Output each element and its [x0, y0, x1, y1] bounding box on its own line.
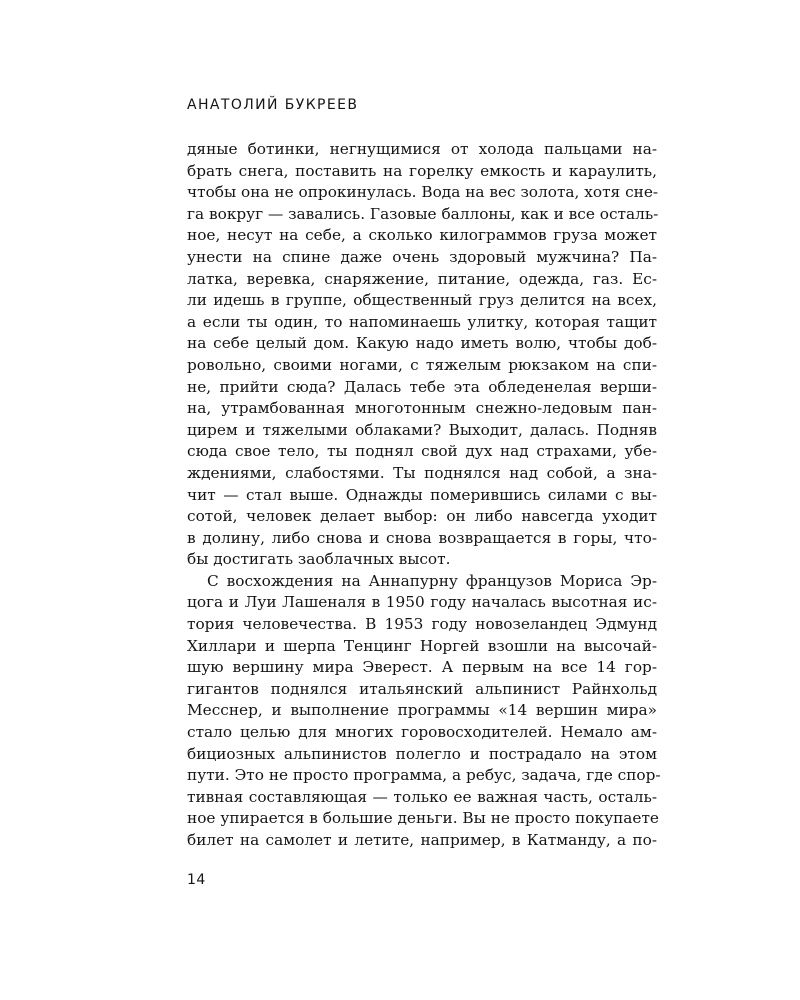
text-line: билет на самолет и летите, например, в Катманду, а по-	[187, 831, 657, 849]
text-line: брать снега, поставить на горелку емкость и караулить,	[187, 161, 657, 180]
text-line: цирем и тяжелыми облаками? Выходит, далась. Подняв	[187, 420, 657, 439]
text-line: ждениями, слабостями. Ты поднялся над собой, а зна-	[187, 463, 657, 482]
text-line: С восхождения на Аннапурну французов Мориса Эр-	[207, 571, 657, 590]
text-line: чтобы она не опрокинулась. Вода на вес золота, хотя сне-	[187, 183, 659, 202]
text-line: ли идешь в группе, общественный груз делится на всех,	[187, 291, 657, 310]
paragraph	[187, 139, 657, 571]
body-text	[187, 139, 661, 852]
text-line: унести на спине даже очень здоровый мужчина? Па-	[187, 247, 657, 266]
text-line: латка, веревка, снаряжение, питание, одежда, газ. Ес-	[187, 269, 657, 288]
text-line: гигантов поднялся итальянский альпинист Райнхольд	[187, 679, 657, 698]
text-line: а если ты один, то напоминаешь улитку, которая тащит	[187, 312, 657, 331]
text-line: в долину, либо снова и снова возвращается в горы, что-	[187, 528, 657, 547]
page-number: 14	[187, 872, 206, 888]
text-line: ное, несут на себе, а сколько килограммов груза может	[187, 226, 657, 245]
text-line: цога и Луи Лашеналя в 1950 году началась высотная ис-	[187, 593, 657, 612]
text-line: сюда свое тело, ты поднял свой дух над страхами, убе-	[187, 442, 657, 461]
text-line: ровольно, своими ногами, с тяжелым рюкзаком на спи-	[187, 355, 657, 374]
text-line: бициозных альпинистов полегло и пострадало на этом	[187, 744, 657, 763]
text-line: Месснер, и выполнение программы «14 вершин мира»	[187, 701, 657, 720]
paragraph	[187, 571, 661, 852]
text-line: дяные ботинки, негнущимися от холода пальцами на-	[187, 140, 657, 158]
text-line: тивная составляющая — только ее важная часть, осталь-	[187, 787, 657, 806]
text-line: га вокруг — завались. Газовые баллоны, как и все осталь-	[187, 204, 659, 223]
text-line: ное упирается в большие деньги. Вы не просто покупаете	[187, 809, 659, 828]
text-line: на себе целый дом. Какую надо иметь волю, чтобы доб-	[187, 334, 657, 353]
text-line: тория человечества. В 1953 году новозеландец Эдмунд	[187, 615, 657, 634]
text-line: не, прийти сюда? Далась тебе эта обледенелая верши-	[187, 377, 657, 396]
text-line: пути. Это не просто программа, а ребус, задача, где спор-	[187, 766, 661, 785]
text-line: стало целью для многих горовосходителей. Немало ам-	[187, 723, 657, 742]
text-line: на, утрамбованная многотонным снежно-ледовым пан-	[187, 399, 657, 418]
text-line: Хиллари и шерпа Тенцинг Норгей взошли на высочай-	[187, 636, 657, 655]
text-line: шую вершину мира Эверест. А первым на все 14 гор-	[187, 658, 657, 677]
text-line: чит — стал выше. Однажды померившись силами с вы-	[187, 485, 657, 504]
running-head: АНАТОЛИЙ БУКРЕЕВ	[187, 97, 359, 113]
text-line: бы достигать заоблачных высот.	[187, 550, 451, 569]
text-line: сотой, человек делает выбор: он либо навсегда уходит	[187, 507, 657, 526]
